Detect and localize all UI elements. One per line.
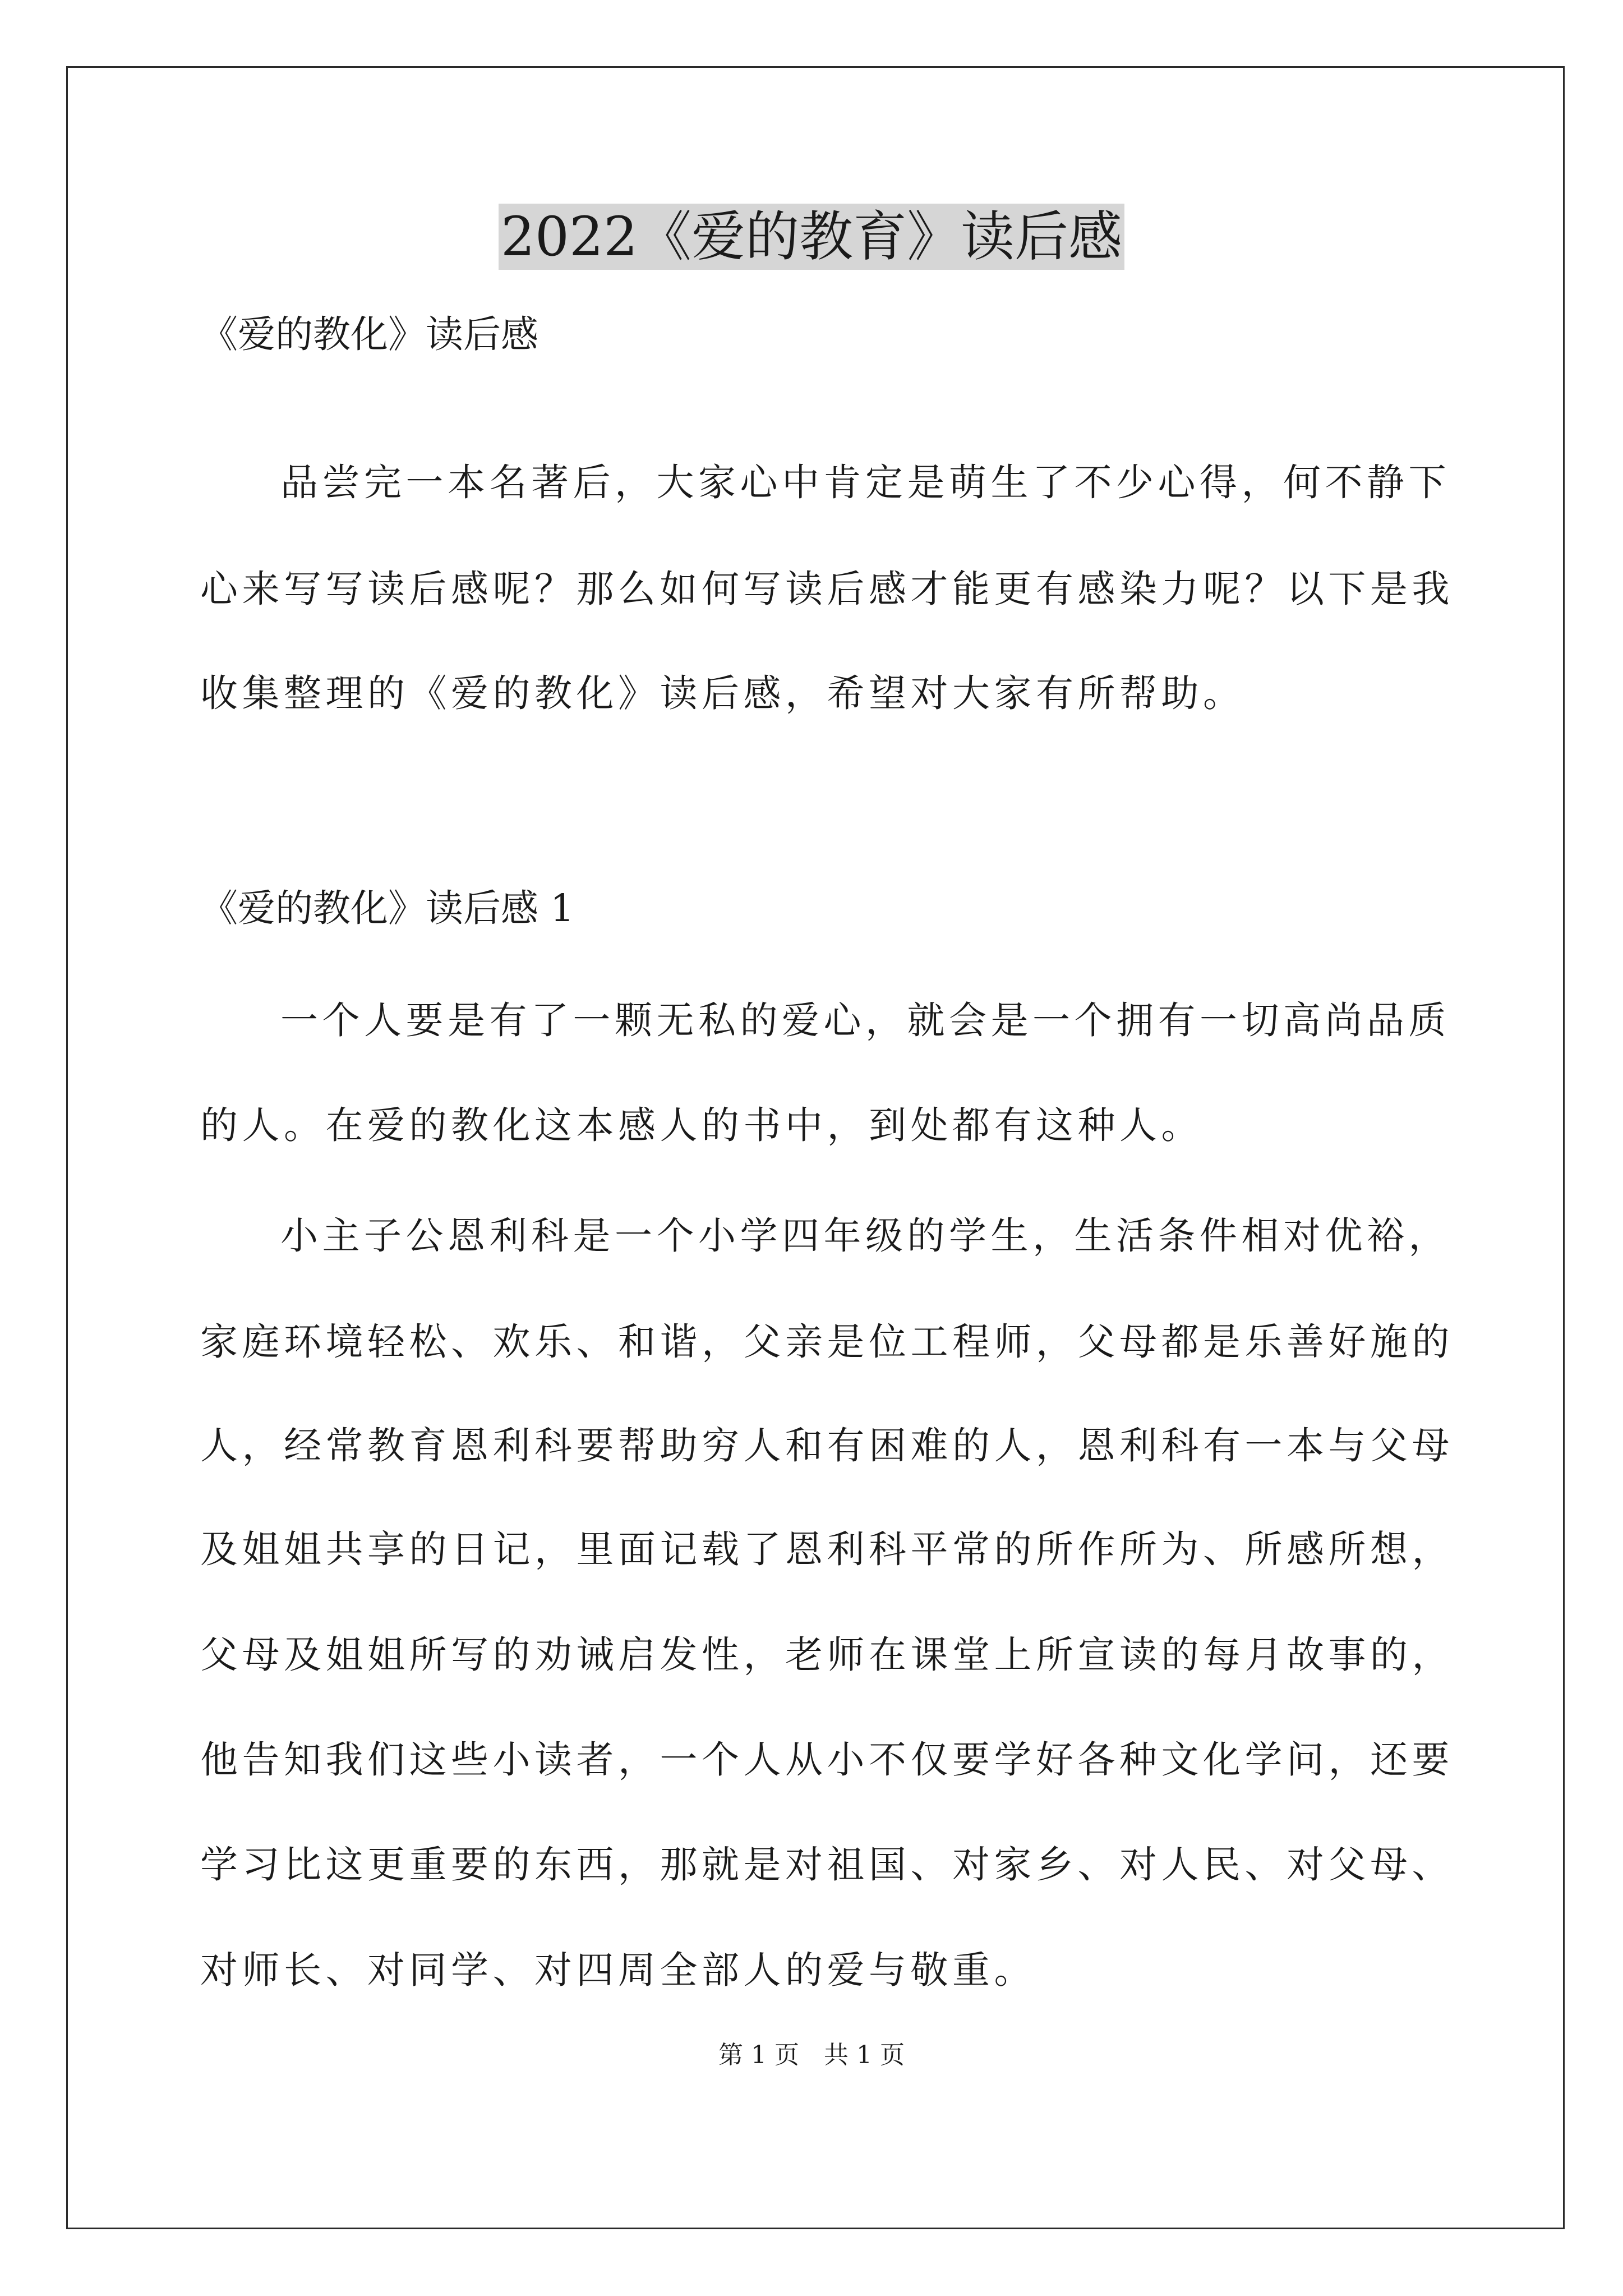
intro-line-2: 心来写写读后感呢？那么如何写读后感才能更有感染力呢？以下是我 xyxy=(200,567,1454,611)
paragraph2-line-1: 小主子公恩利科是一个小学四年级的学生，生活条件相对优裕， xyxy=(280,1214,1450,1258)
page-border xyxy=(66,66,1565,2229)
document-title xyxy=(0,204,1623,270)
paragraph2-line-4: 及姐姐共享的日记，里面记载了恩利科平常的所作所为、所感所想， xyxy=(200,1527,1454,1571)
document-title-text: 2022《爱的教育》读后感 xyxy=(499,204,1124,270)
paragraph1-line-1: 一个人要是有了一颗无私的爱心，就会是一个拥有一切高尚品质 xyxy=(280,999,1450,1042)
paragraph2-line-8: 对师长、对同学、对四周全部人的爱与敬重。 xyxy=(200,1948,1036,1992)
paragraph2-line-6: 他告知我们这些小读者，一个人从小不仅要学好各种文化学问，还要 xyxy=(200,1738,1454,1782)
intro-line-1: 品尝完一本名著后，大家心中肯定是萌生了不少心得，何不静下 xyxy=(280,461,1450,504)
paragraph2-line-7: 学习比这更重要的东西，那就是对祖国、对家乡、对人民、对父母、 xyxy=(200,1843,1454,1887)
paragraph2-line-5: 父母及姐姐所写的劝诫启发性，老师在课堂上所宣读的每月故事的， xyxy=(200,1633,1454,1677)
paragraph1-line-2: 的人。在爱的教化这本感人的书中，到处都有这种人。 xyxy=(200,1103,1203,1147)
page-number-footer: 第 1 页 共 1 页 xyxy=(718,2041,905,2069)
section-heading: 《爱的教化》读后感 1 xyxy=(200,886,574,930)
intro-line-3: 收集整理的《爱的教化》读后感，希望对大家有所帮助。 xyxy=(200,671,1245,715)
paragraph2-line-3: 人，经常教育恩利科要帮助穷人和有困难的人，恩利科有一本与父母 xyxy=(200,1424,1454,1467)
subtitle: 《爱的教化》读后感 xyxy=(200,312,538,356)
paragraph2-line-2: 家庭环境轻松、欢乐、和谐，父亲是位工程师，父母都是乐善好施的 xyxy=(200,1320,1454,1364)
